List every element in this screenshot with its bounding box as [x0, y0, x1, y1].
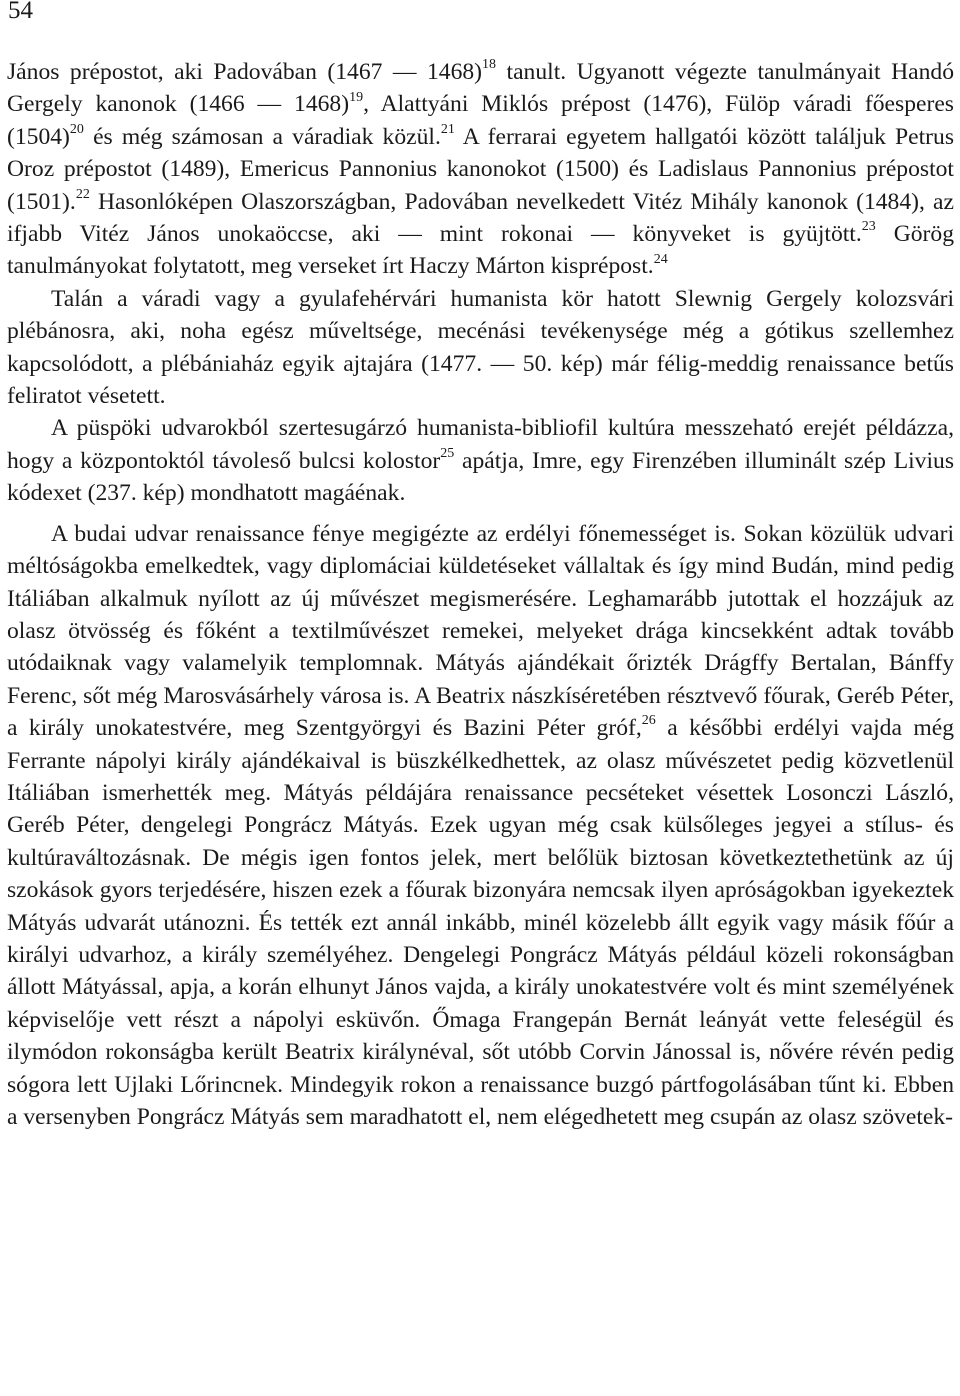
paragraph — [7, 518, 954, 1134]
text-run: János prépostot, aki Padovában (1467 — 1468) — [7, 59, 483, 85]
page-body — [7, 56, 954, 1133]
footnote-reference: 25 — [440, 446, 455, 462]
paragraph — [7, 412, 954, 509]
text-run: A ferrarai egyetem hallgatói között találjuk Petrus Oroz prépostot (1489), Emericus Pannonius kanonokot (1500) és Ladislaus Pannonius prépostot (1501). — [7, 123, 955, 215]
text-run: Görög tanulmányokat folytatott, meg verseket írt Haczy Márton kisprépost. — [7, 221, 954, 280]
footnote-reference: 22 — [75, 186, 90, 202]
paragraph — [7, 56, 954, 283]
text-run: apátja, Imre, egy Firenzében illuminált szép Livius kódexet (237. kép) mondhatott magáénak. — [7, 447, 954, 507]
text-run: tanult. Ugyanott végezte tanulmányait Handó Gergely kanonok (1466 — 1468) — [7, 59, 954, 118]
footnote-reference: 21 — [440, 121, 455, 137]
footnote-reference: 18 — [482, 57, 497, 73]
text-run: A budai udvar renaissance fénye megigézte az erdélyi főnemességet is. Sokan közülük udvari méltóságokba emelkedtek, vagy diplomáciai küldetéseket vállaltak és így mind Budán, mind pedig Itáliában alkalmuk nyílott az új művészet megismerésére. Leghamarább jutottak el hozzájuk az olasz ötvösség és főként a textilművészet remekei, melyeket drága kincsekként adtak tovább utódaiknak vagy valamelyik templomnak. Mátyás ajándékait őrizték Drágffy Bertalan, Bánffy Ferenc, sőt még Marosvásárhely városa is. A Beatrix nászkíséretében résztvevő főurak, Geréb Péter, a király unokatestvére, meg Szentgyörgyi és Bazini Péter gróf, — [7, 520, 954, 742]
text-run: Talán a váradi vagy a gyulafehérvári humanista kör hatott Slewnig Gergely kolozsvári plébánosra, aki, noha egész műveltsége, mecénási tevékenysége még a gótikus szellemhez kapcsolódott, a plébániaház egyik ajtajára (1477. — 50. kép) már félig-meddig renaissance betűs feliratot vésetett. — [7, 285, 954, 410]
text-run: a későbbi erdélyi vajda még Ferrante nápolyi király ajándékaival is büszkélkedhettek, az olasz művészetet pedig közvetlenül Itáliában ismerhették meg. Mátyás példájára renaissance pecséteket vésettek Losonczi László, Geréb Péter, dengelegi Pongrácz Mátyás. Ezek ugyan még csak külsőleges jegyei a stílus- és kultúraváltozásnak. De mégis igen fontos jelek, mert belőlük biztosan következtethetünk az új szokások gyors terjedésére, hiszen ezek a főurak bizonyára nemcsak ilyen apróságokban igyekeztek Mátyás udvarát utánozni. És tették ezt annál inkább, minél közelebb állt egyik vagy másik főúr a királyi udvarhoz, a király személyéhez. Dengelegi Pongrácz Mátyás például közeli rokonságban állott Mátyással, apja, a korán elhunyt János vajda, a király unokatestvére volt és mint személyének képviselője vett részt a nápolyi esküvőn. Őmaga Frangepán Bernát leányát vette feleségül és ilymódon rokonságba került Beatrix királynéval, sőt utóbb Corvin Jánossal is, nővére révén pedig sógora lett Ujlaki Lőrincnek. Mindegyik rokon a renaissance buzgó pártfogolásában tűnt ki. Ebben a versenyben Pongrácz Mátyás sem maradhatott el, nem elégedhetett meg csupán az olasz szövetek- — [7, 715, 954, 1130]
footnote-reference: 20 — [69, 121, 84, 137]
text-run: A püspöki udvarokból szertesugárzó humanista-bibliofil kultúra messzeható erejét példázza, hogy a központoktól távoleső bulcsi kolostor — [7, 415, 954, 474]
page-number: 54 — [8, 0, 33, 24]
text-run: Hasonlóképen Olaszországban, Padovában nevelkedett Vitéz Mihály kanonok (1484), az ifjabb Vitéz János unokaöccse, aki — mint rokonai — könyveket is gyüjtött. — [7, 188, 954, 248]
paragraph — [7, 283, 954, 413]
footnote-reference: 23 — [861, 219, 876, 235]
text-run: , Alattyáni Miklós prépost (1476), Fülöp váradi főesperes (1504) — [7, 91, 954, 150]
footnote-reference: 24 — [653, 251, 668, 267]
text-run: és még számosan a váradiak közül. — [83, 123, 441, 150]
footnote-reference: 19 — [349, 89, 364, 105]
footnote-reference: 26 — [641, 713, 656, 729]
